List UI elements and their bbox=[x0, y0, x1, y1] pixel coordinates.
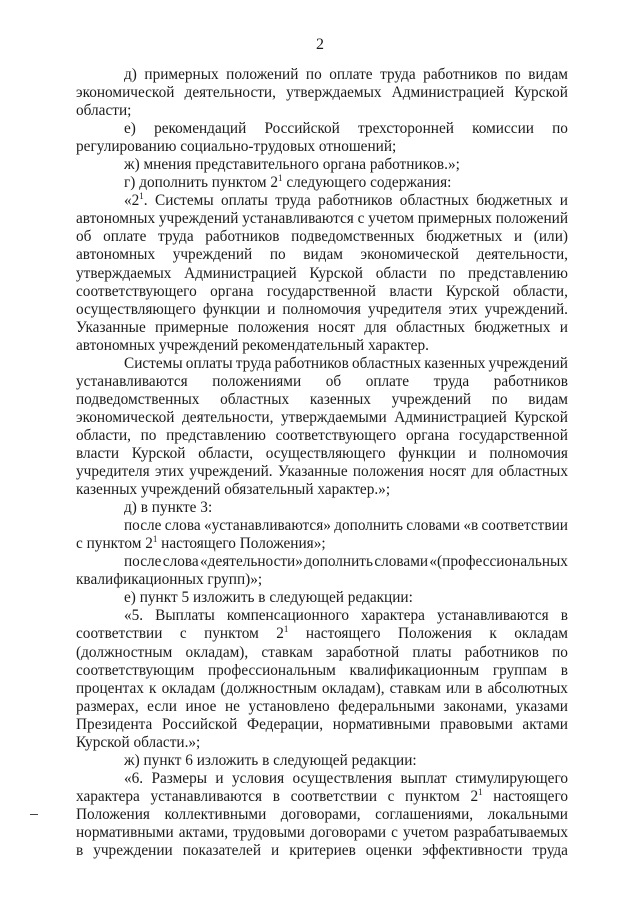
text-line bbox=[76, 716, 568, 734]
word: и bbox=[468, 444, 477, 462]
word: Российской bbox=[161, 715, 238, 733]
word: экономической bbox=[360, 246, 459, 264]
word: «(профессиональных bbox=[429, 553, 568, 571]
word: по bbox=[269, 246, 286, 264]
text-line bbox=[76, 625, 568, 643]
text-line bbox=[76, 210, 568, 228]
text-line bbox=[76, 138, 568, 156]
word: Указанные bbox=[277, 463, 348, 481]
text-line bbox=[76, 373, 568, 391]
page-number: 2 bbox=[316, 36, 324, 53]
text-line bbox=[76, 265, 568, 283]
word: эффективности bbox=[422, 842, 523, 860]
word: примерных bbox=[417, 210, 492, 228]
word: после bbox=[124, 517, 162, 535]
word: устанавливаются bbox=[437, 607, 549, 625]
word: Курской bbox=[445, 282, 500, 300]
superscript: 1 bbox=[283, 624, 289, 635]
line-text: квалификационных групп)»; bbox=[76, 571, 263, 589]
word: (должностным bbox=[220, 679, 317, 697]
text-line bbox=[76, 228, 568, 246]
line-text: е) пункт 5 изложить в следующей редакции: bbox=[124, 589, 413, 607]
word: не bbox=[224, 697, 240, 715]
word: Курской bbox=[309, 264, 363, 282]
document-body bbox=[76, 66, 568, 860]
text-line bbox=[76, 427, 568, 445]
word: Президента bbox=[76, 715, 153, 733]
line-text: г) дополнить пунктом 2 bbox=[124, 174, 278, 192]
word: Положения bbox=[76, 805, 150, 823]
word: оценки bbox=[365, 842, 413, 860]
text-line bbox=[76, 698, 568, 716]
word: носят bbox=[318, 318, 355, 336]
text-line bbox=[76, 607, 568, 625]
word: ставкам bbox=[389, 679, 441, 697]
text-line bbox=[76, 84, 568, 102]
word: Администрацией bbox=[391, 84, 505, 102]
word: группам bbox=[492, 661, 548, 679]
word: законами, bbox=[443, 697, 508, 715]
word: если bbox=[147, 697, 177, 715]
word: труда bbox=[433, 372, 470, 390]
word: об bbox=[325, 372, 342, 390]
word: после bbox=[124, 553, 162, 571]
text-line bbox=[76, 120, 568, 138]
superscript: 1 bbox=[278, 173, 283, 184]
word: государственной bbox=[266, 282, 376, 300]
text-line bbox=[76, 644, 568, 662]
word: по bbox=[491, 390, 508, 408]
word: областных bbox=[395, 318, 465, 336]
word: утверждаемых bbox=[76, 264, 172, 282]
text-line bbox=[76, 499, 568, 517]
word: слова bbox=[164, 517, 201, 535]
word: в bbox=[475, 679, 483, 697]
word: условия bbox=[231, 769, 285, 787]
word: компенсационного bbox=[226, 607, 350, 625]
word: в bbox=[560, 661, 568, 679]
word: области, bbox=[198, 444, 254, 462]
word: видам bbox=[528, 66, 568, 83]
word: окладам), bbox=[185, 643, 249, 661]
word: нормативными bbox=[76, 823, 174, 841]
word: области bbox=[375, 264, 427, 282]
word: комиссии bbox=[472, 120, 534, 138]
word: и bbox=[513, 228, 523, 246]
word: учреждений bbox=[488, 354, 568, 372]
word: видам bbox=[303, 246, 343, 264]
word: для bbox=[471, 463, 494, 481]
line-text-tail: . Системы оплаты труда работников областных бюджетных и bbox=[143, 192, 568, 210]
word: функции bbox=[202, 300, 261, 318]
word: областных bbox=[220, 390, 290, 408]
word: осуществляющего bbox=[265, 444, 386, 462]
text-line bbox=[76, 481, 568, 499]
word: учреждений bbox=[172, 246, 253, 264]
word: е) bbox=[124, 120, 136, 138]
word: по bbox=[305, 66, 322, 83]
text-line bbox=[76, 337, 568, 355]
word: (или) bbox=[533, 228, 568, 246]
superscript: 1 bbox=[478, 786, 483, 797]
word: рекомендаций bbox=[154, 120, 247, 138]
word: коллективными bbox=[164, 805, 267, 823]
word: органа bbox=[405, 426, 450, 444]
word: бюджетных bbox=[426, 228, 503, 246]
word: «6. bbox=[124, 769, 144, 787]
word: соглашениями, bbox=[375, 805, 474, 823]
word: учреждений. bbox=[484, 300, 568, 318]
word: соответствующим bbox=[76, 661, 195, 679]
line-text: автономных учреждений рекомендательный характер. bbox=[76, 336, 429, 354]
word: учреждений bbox=[391, 390, 472, 408]
word: экономической bbox=[76, 84, 175, 102]
text-line bbox=[76, 535, 568, 553]
word: правовыми bbox=[440, 715, 513, 733]
word: утверждаемыми bbox=[280, 408, 387, 426]
word: Курской bbox=[514, 408, 568, 426]
line-text: д) в пункте 3: bbox=[124, 499, 213, 517]
word: федеральными bbox=[338, 697, 435, 715]
text-line bbox=[76, 589, 568, 607]
word: об bbox=[76, 228, 92, 246]
word: устанавливаются bbox=[242, 210, 354, 228]
word: автономных bbox=[76, 246, 156, 264]
word: договорами, bbox=[280, 805, 361, 823]
word: в bbox=[560, 607, 568, 625]
word: по bbox=[439, 264, 456, 282]
word: Размеры bbox=[151, 769, 208, 787]
text-line bbox=[76, 842, 568, 860]
line-text-tail: следующего содержания: bbox=[282, 174, 452, 192]
word: труда bbox=[158, 228, 194, 246]
word: работников bbox=[493, 372, 568, 390]
word: учредителя bbox=[367, 300, 442, 318]
word: «в bbox=[463, 517, 479, 535]
word: примерных bbox=[144, 66, 219, 83]
word: Указанные bbox=[76, 318, 146, 336]
text-line bbox=[76, 66, 568, 84]
line-text: ж) мнения представительного органа работников.»; bbox=[124, 156, 460, 174]
word: и bbox=[267, 300, 276, 318]
word: иное bbox=[185, 697, 217, 715]
word: показателей bbox=[182, 842, 262, 860]
word: по bbox=[504, 66, 521, 83]
text-line bbox=[76, 752, 568, 770]
word: власти bbox=[76, 444, 120, 462]
text-line bbox=[76, 734, 568, 752]
line-text-tail: настоящего Положения»; bbox=[157, 535, 326, 553]
word: экономической bbox=[76, 408, 175, 426]
word: бюджетных bbox=[474, 318, 551, 336]
word: казенных bbox=[424, 354, 486, 372]
word: труда bbox=[235, 354, 272, 372]
text-line bbox=[76, 463, 568, 481]
text-line bbox=[76, 283, 568, 301]
word: словами bbox=[406, 517, 461, 535]
text-line bbox=[76, 806, 568, 824]
line-text-tail: настоящего bbox=[482, 787, 569, 805]
word: профессиональным bbox=[207, 661, 336, 679]
word: для bbox=[364, 318, 387, 336]
word: квалификационным bbox=[349, 661, 480, 679]
word: области, bbox=[512, 282, 568, 300]
word: нормативными bbox=[332, 715, 431, 733]
word: этих bbox=[154, 463, 185, 481]
line-text: регулированию социально-трудовых отношений; bbox=[76, 138, 397, 156]
word: работников bbox=[205, 228, 280, 246]
word: актами, bbox=[178, 823, 229, 841]
margin-mark bbox=[30, 814, 38, 815]
word: и bbox=[559, 318, 568, 336]
word: (должностным bbox=[76, 643, 173, 661]
word: власти bbox=[389, 282, 433, 300]
word: установлено bbox=[248, 697, 330, 715]
text-line bbox=[76, 319, 568, 337]
word: словами bbox=[374, 553, 429, 571]
word: носят bbox=[429, 463, 466, 481]
word: положений bbox=[495, 210, 568, 228]
word: с bbox=[357, 210, 365, 228]
word: Администрацией bbox=[184, 264, 297, 282]
word: области, bbox=[76, 426, 131, 444]
word: «5. bbox=[124, 607, 144, 625]
word: автономных bbox=[76, 210, 156, 228]
word: учреждений bbox=[158, 210, 239, 228]
line-text: характера устанавливаются в соответствии с пунктом 2 bbox=[76, 787, 479, 805]
word: трехсторонней bbox=[358, 120, 454, 138]
word: по bbox=[140, 426, 157, 444]
word: указами bbox=[515, 697, 568, 715]
word: областных bbox=[498, 463, 568, 481]
word: положений bbox=[226, 66, 299, 83]
word: слова bbox=[162, 553, 199, 571]
word: Федерации, bbox=[247, 715, 324, 733]
word: локальными bbox=[487, 805, 568, 823]
word: Администрацией bbox=[394, 408, 507, 426]
word: по bbox=[552, 120, 568, 138]
word: к bbox=[149, 679, 157, 697]
text-line bbox=[76, 156, 568, 174]
word: работников bbox=[423, 66, 498, 83]
word: подведомственных bbox=[76, 390, 200, 408]
word: актами bbox=[522, 715, 568, 733]
word: Системы bbox=[124, 354, 183, 372]
word: окладам), bbox=[321, 679, 385, 697]
line-text: ж) пункт 6 изложить в следующей редакции: bbox=[124, 751, 417, 769]
line-text: соответствии с пунктом 2 bbox=[76, 625, 284, 643]
text-line bbox=[76, 409, 568, 427]
word: абсолютных bbox=[487, 679, 568, 697]
word: учредителя bbox=[76, 463, 150, 481]
word: работников bbox=[464, 643, 539, 661]
word: с bbox=[391, 823, 398, 841]
superscript: 1 bbox=[152, 534, 158, 545]
text-line bbox=[76, 824, 568, 842]
word: работников bbox=[274, 354, 349, 372]
word: положениями bbox=[212, 372, 302, 390]
word: размерах, bbox=[76, 697, 139, 715]
text-line bbox=[76, 102, 568, 120]
line-text-tail: настоящего Положения к окладам bbox=[288, 625, 568, 643]
line-text: «2 bbox=[124, 192, 140, 210]
word: Российской bbox=[264, 120, 340, 138]
superscript: 1 bbox=[139, 191, 144, 202]
word: платы bbox=[412, 643, 452, 661]
word: стимулирующего bbox=[455, 769, 568, 787]
word: договорами bbox=[310, 823, 387, 841]
word: критериев bbox=[289, 842, 356, 860]
word: и bbox=[271, 842, 280, 860]
word: оплате bbox=[365, 372, 410, 390]
text-line bbox=[76, 662, 568, 680]
word: по bbox=[552, 643, 568, 661]
text-line bbox=[76, 246, 568, 264]
text-line bbox=[76, 571, 568, 589]
word: устанавливаются bbox=[76, 372, 188, 390]
word: осуществляющего bbox=[76, 300, 196, 318]
word: Курской bbox=[131, 444, 186, 462]
word: трудовыми bbox=[233, 823, 305, 841]
word: представлению bbox=[166, 426, 266, 444]
word: положения bbox=[352, 463, 424, 481]
text-line bbox=[76, 174, 568, 192]
word: окладам bbox=[161, 679, 216, 697]
word: дополнить bbox=[334, 517, 403, 535]
word: разрабатываемых bbox=[453, 823, 568, 841]
text-line bbox=[76, 301, 568, 319]
word: Выплаты bbox=[155, 607, 215, 625]
word: труда bbox=[532, 842, 568, 860]
word: соответствии bbox=[481, 517, 568, 535]
text-line bbox=[76, 355, 568, 373]
word: «устанавливаются» bbox=[203, 517, 331, 535]
word: оплаты bbox=[185, 354, 233, 372]
text-line bbox=[76, 391, 568, 409]
word: деятельности, bbox=[182, 408, 274, 426]
word: соответствующего bbox=[76, 282, 197, 300]
word: утверждаемых bbox=[286, 84, 382, 102]
word: полномочия bbox=[489, 444, 568, 462]
word: функции bbox=[398, 444, 456, 462]
word: оплате bbox=[329, 66, 373, 83]
word: примерные bbox=[155, 318, 229, 336]
word: учреждений. bbox=[189, 463, 273, 481]
line-text: области; bbox=[76, 102, 132, 120]
text-line bbox=[76, 445, 568, 463]
text-line bbox=[76, 553, 568, 571]
line-text: с пунктом 2 bbox=[76, 535, 153, 553]
word: полномочия bbox=[282, 300, 361, 318]
word: учетом bbox=[368, 210, 414, 228]
word: казенных bbox=[309, 390, 371, 408]
word: деятельности, bbox=[184, 84, 276, 102]
text-line bbox=[76, 788, 568, 806]
word: процентах bbox=[76, 679, 144, 697]
word: дополнить bbox=[304, 553, 373, 571]
word: учетом bbox=[403, 823, 449, 841]
word: осуществления bbox=[292, 769, 393, 787]
word: выплат bbox=[400, 769, 447, 787]
text-line bbox=[76, 192, 568, 210]
word: этих bbox=[448, 300, 478, 318]
word: деятельности, bbox=[476, 246, 568, 264]
word: подведомственных bbox=[291, 228, 415, 246]
word: заработной bbox=[325, 643, 400, 661]
line-text: казенных учреждений обязательный характер.»; bbox=[76, 481, 391, 499]
word: представлению bbox=[468, 264, 568, 282]
word: органа bbox=[210, 282, 254, 300]
word: оплате bbox=[103, 228, 147, 246]
word: труда bbox=[380, 66, 416, 83]
word: или bbox=[446, 679, 471, 697]
word: в bbox=[76, 842, 84, 860]
word: соответствующего bbox=[275, 426, 397, 444]
word: областных bbox=[351, 354, 422, 372]
word: и bbox=[215, 769, 224, 787]
word: характера bbox=[361, 607, 425, 625]
text-line bbox=[76, 517, 568, 535]
word: ставкам bbox=[261, 643, 313, 661]
text-line bbox=[76, 680, 568, 698]
word: видам bbox=[528, 390, 568, 408]
line-text: Курской области.»; bbox=[76, 733, 201, 751]
word: д) bbox=[124, 66, 137, 83]
word: государственной bbox=[458, 426, 568, 444]
word: Курской bbox=[514, 84, 568, 102]
text-line bbox=[76, 770, 568, 788]
word: учреждении bbox=[93, 842, 173, 860]
word: «деятельности» bbox=[200, 553, 303, 571]
word: положения bbox=[237, 318, 309, 336]
